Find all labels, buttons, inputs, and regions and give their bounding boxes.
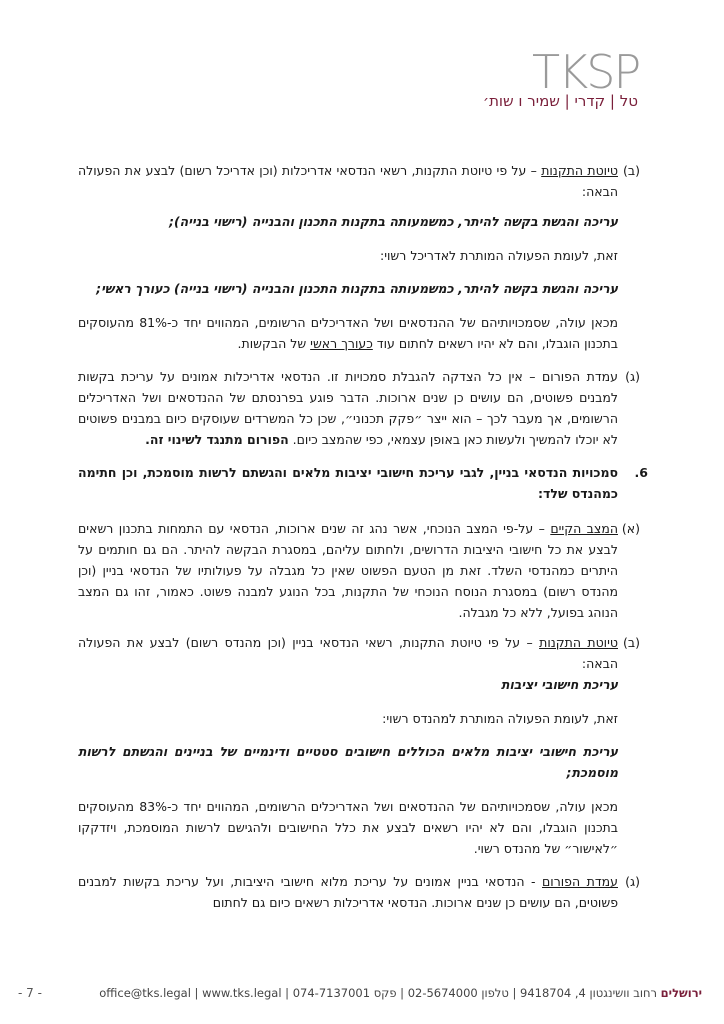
quote-permit-application: עריכה והגשת בקשה להיתר, כמשמעותה בתקנות התכנון והבנייה (רישוי בנייה);	[168, 214, 618, 229]
paragraph-conclusion-81	[78, 312, 640, 354]
item-marker: (ג)	[625, 369, 640, 384]
page-footer	[0, 986, 724, 1010]
quote-stability-calculations: עריכת חישובי יציבות	[500, 677, 618, 692]
paragraph-text: של הבקשות.	[237, 336, 311, 351]
term-forum-position: עמדת הפורום	[542, 874, 618, 889]
paragraph-conclusion-83: מכאן עולה, שסמכויותיהם של ההנדסאים ושל האדריכלים הרשומים, המהווים יחד כ-83% מהעוסקים בתכנון הוגבלו, והם לא יהיו רשאים לבצע את כלל החישובים ולהגישם לרשות המוסמכת, ויזדקקו ״לאישור״ של מהנדס רשוי.	[78, 799, 618, 856]
term-draft-regulations: טיוטת התקנות	[539, 635, 618, 650]
versus-architect-line: זאת, לעומת הפעולה המותרת לאדריכל רשוי:	[380, 248, 618, 263]
paragraph-text: – על פי טיוטת התקנות, רשאי הנדסאי בניין (וכן מהנדס רשום) לבצע את הפעולה הבאה:	[78, 635, 618, 671]
svg-text:TKSP: TKSP	[532, 45, 640, 94]
item-marker: (ב)	[623, 635, 640, 650]
paragraph-5b	[78, 160, 640, 202]
term-draft-regulations: טיוטת התקנות	[541, 163, 618, 178]
quote-full-calculations: עריכת חישובי יציבות מלאים הכוללים חישובים סטטיים ודינמיים של בניינים והגשתם לרשות מוסמכת;	[78, 744, 618, 780]
footer-city: ירושלים	[660, 986, 702, 1000]
forum-objection: הפורום מתנגד לשינוי זה.	[145, 432, 289, 447]
paragraph-5c	[78, 366, 640, 450]
paragraph-6b	[78, 632, 640, 674]
item-marker: (ג)	[625, 874, 640, 889]
item-marker: (א)	[621, 521, 640, 536]
paragraph-6a	[78, 518, 640, 623]
term-current-state: המצב הקיים	[550, 521, 618, 536]
document-body	[78, 160, 648, 922]
section-6-heading	[78, 462, 648, 504]
paragraph-text: עמדת הפורום – אין כל הצדקה להגבלת סמכויות זו. הנדסאי אדריכלות אמונים על עריכת בקשות למבנים פשוטים, הם עושים כן שנים ארוכות. הדבר פוגע בפרנסתם של ההנדסאים ושל האדריכלים הרשומים, אך מעבר לכך – הוא ייצר ״פקק תכנוני״, שכן כל המשרדים שעוסקים כיום במבנים פשוטים לא יוכלו להמשיך ולעשות כאן באופן עצמאי, כפי שהמצב כיום.	[78, 369, 618, 447]
footer-contact	[99, 986, 702, 1000]
term-chief-editor: כעורך ראשי	[310, 336, 373, 351]
item-marker: (ב)	[623, 163, 640, 178]
paragraph-text: מכאן עולה, שסמכויותיהם של ההנדסאים ושל האדריכלים הרשומים, המהווים יחד כ-81% מהעוסקים בתכנון הוגבלו, והם לא יהיו רשאים לחתום עוד	[78, 315, 618, 351]
firm-name: טל | קדרי | שמיר ו שות׳	[482, 92, 638, 110]
footer-address: רחוב וושינגטון 4, 9418704 | טלפון 02-5674000 | פקס 074-7137001 | office@tks.legal | www.tks.legal	[99, 986, 661, 1000]
firm-logo	[530, 44, 640, 94]
paragraph-text: - הנדסאי בניין אמונים על עריכת מלוא חישובי היציבות, ועל עריכת בקשות למבנים פשוטים, הם עושים כן שנים ארוכות. הנדסאי אדריכלות רשאים כיום גם לחתום	[78, 874, 618, 910]
paragraph-6c	[78, 871, 640, 913]
section-title: סמכויות הנדסאי בניין, לגבי עריכת חישובי יציבות מלאים והגשתם לרשות מוסמכת, וכן חתימה כמהנדס שלד:	[78, 465, 618, 501]
quote-chief-editor: עריכה והגשת בקשה להיתר, כמשמעותה בתקנות התכנון והבנייה (רישוי בנייה) כעורך ראשי;	[96, 281, 618, 296]
paragraph-text: – על פי טיוטת התקנות, רשאי הנדסאי אדריכלות (וכן אדריכל רשום) לבצע את הפעולה הבאה:	[78, 163, 618, 199]
section-number: 6.	[634, 465, 648, 480]
versus-engineer-line: זאת, לעומת הפעולה המותרת למהנדס רשוי:	[382, 711, 618, 726]
paragraph-text: – על-פי המצב הנוכחי, אשר נהג זה שנים ארוכות, הנדסאי עם התמחות בתכנון רשאים לבצע את כל חישובי היציבות הדרושים, ולחתום עליהם, במסגרת הבקשה להיתר. הם גם חותמים על היתרים כמהנדסי השלד. זאת מן הטעם הפשוט שאין כל מגבלה על פעולותיו של הנדסאי בניין (וכן מהנדס רשום) במסגרת הנוסח הנוכחי של התקנות, בכל הנוגע למבנה פשוט. כאמור, זהו גם המצב הנוהג בפועל, ללא כל מגבלה.	[78, 521, 618, 620]
page-number: - 7 -	[18, 986, 42, 1000]
